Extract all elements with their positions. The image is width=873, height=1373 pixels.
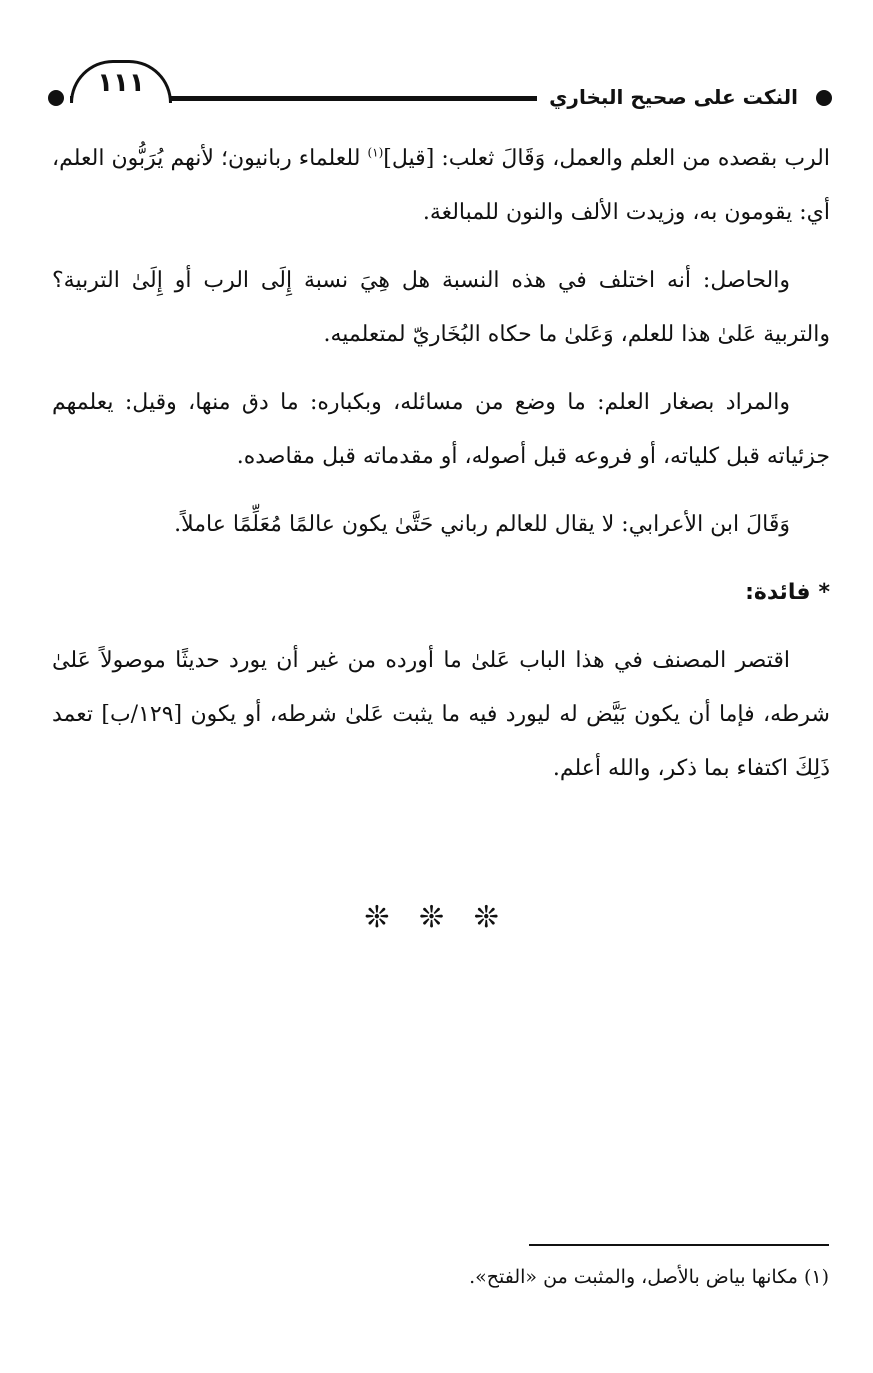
- faida-heading: [52, 566, 830, 620]
- footnote-rule: [529, 1244, 829, 1246]
- asterisk-icon: *: [818, 580, 830, 605]
- main-text: [52, 132, 830, 810]
- section-end-ornament: ❊ ❊ ❊: [364, 900, 509, 935]
- paragraph-2: والحاصل: أنه اختلف في هذه النسبة هل هِيَ نسبة إِلَى الرب أو إِلَىٰ التربية؟ والتربية عَلىٰ هذا للعلم، وَعَلىٰ ما حكاه البُخَاريّ لمتعلميه.: [52, 268, 830, 347]
- footnote-1: [49, 1262, 829, 1292]
- paragraph-3: والمراد بصغار العلم: ما وضع من مسائله، وبكباره: ما دق منها، وقيل: يعلمهم جزئياته قبل كلياته، أو فروعه قبل أصوله، أو مقدماته قبل مقاصده.: [52, 390, 830, 469]
- page-number: ١١١: [70, 60, 172, 103]
- paragraph-1-text-b: للعلماء ربانيون؛ لأنهم يُرَبُّون العلم، أي: يقومون به، وزيدت الألف والنون للمبالغة.: [52, 146, 830, 225]
- running-head: [40, 60, 840, 120]
- left-dot-ornament: [48, 90, 64, 106]
- footnote-reference: (١): [367, 145, 384, 160]
- right-dot-ornament: [816, 90, 832, 106]
- paragraph-5: اقتصر المصنف في هذا الباب عَلىٰ ما أورده من غير أن يورد حديثًا موصولاً عَلىٰ شرطه، فإما أن يكون بَيَّض له ليورد فيه ما يثبت عَلىٰ شرطه، أو يكون [١٢٩/ب] تعمد ذَلِكَ اكتفاء بما ذكر، والله أعلم.: [52, 648, 830, 781]
- paragraph-1-text-a: الرب بقصده من العلم والعمل، وَقَالَ ثعلب: [قيل]: [383, 146, 831, 171]
- book-title: النكت على صحيح البخاري: [537, 80, 810, 114]
- footnote-marker: (١): [803, 1266, 829, 1288]
- paragraph-1: [52, 132, 830, 240]
- paragraph-4: وَقَالَ ابن الأعرابي: لا يقال للعالم رباني حَتَّىٰ يكون عالمًا مُعَلِّمًا عاملاً.: [174, 512, 790, 537]
- footnote-text: مكانها بياض بالأصل، والمثبت من «الفتح».: [469, 1266, 804, 1288]
- faida-heading-label: فائدة:: [745, 580, 811, 605]
